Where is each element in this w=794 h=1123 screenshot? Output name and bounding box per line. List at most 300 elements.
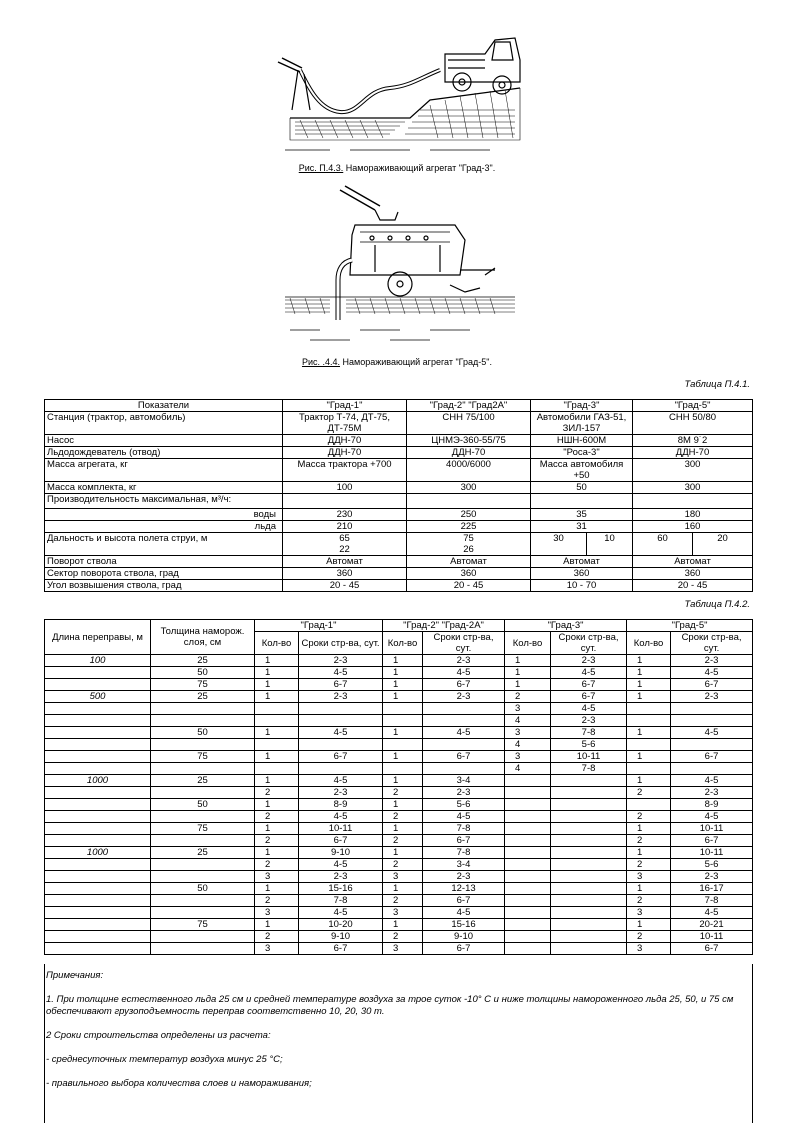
height-value: 26 [463, 544, 474, 555]
table-row [45, 727, 753, 739]
table-header: "Град-5" [627, 620, 753, 632]
table-cell [255, 763, 299, 775]
table-cell [45, 931, 151, 943]
table-cell [45, 943, 151, 955]
table-cell [505, 859, 551, 871]
table-cell [551, 847, 627, 859]
table-cell: 75 [151, 919, 255, 931]
table-row [45, 931, 753, 943]
table-cell: 1 [255, 799, 299, 811]
table-cell: 4-5 [423, 727, 505, 739]
table-cell: 10-11 [299, 823, 383, 835]
table-cell: 1 [627, 775, 671, 787]
table-cell: 10-11 [671, 823, 753, 835]
table-cell: 4 [505, 763, 551, 775]
table-row [45, 715, 753, 727]
table-row [45, 751, 753, 763]
table-cell: Насос [45, 435, 283, 447]
table-cell [255, 739, 299, 751]
table-cell: 6-7 [423, 895, 505, 907]
table-cell: 1 [255, 727, 299, 739]
table-header: "Град-2" "Град2А" [407, 400, 531, 412]
table-row [45, 859, 753, 871]
table-row [45, 811, 753, 823]
table-cell: 10-20 [299, 919, 383, 931]
table-row [45, 568, 753, 580]
table-cell [551, 775, 627, 787]
table-cell [627, 763, 671, 775]
table-header: "Град-3" [531, 400, 633, 412]
table-cell [551, 919, 627, 931]
table-cell [45, 895, 151, 907]
table-cell: 1 [255, 667, 299, 679]
table-cell: 2-3 [671, 787, 753, 799]
table-cell: Дальность и высота полета струи, м [45, 533, 283, 556]
table-row [45, 895, 753, 907]
table-cell: 15-16 [299, 883, 383, 895]
table-cell: 1 [255, 751, 299, 763]
table-header: Показатели [45, 400, 283, 412]
table-cell [505, 895, 551, 907]
table-cell: 360 [407, 568, 531, 580]
table-cell [151, 871, 255, 883]
table-cell: 2-3 [299, 691, 383, 703]
table-cell [299, 715, 383, 727]
table-cell: 1 [627, 727, 671, 739]
table-cell: 1 [627, 823, 671, 835]
table-cell [151, 715, 255, 727]
table-cell: 5-6 [671, 859, 753, 871]
table-cell: 250 [407, 509, 531, 521]
table-cell: 3 [255, 907, 299, 919]
table-cell: 50 [151, 799, 255, 811]
table-cell: 360 [283, 568, 407, 580]
notes-title: Примечания: [46, 970, 104, 981]
table-cell: 100 [283, 482, 407, 494]
table-row [45, 482, 753, 494]
table-row [45, 435, 753, 447]
table-cell: 225 [407, 521, 531, 533]
table-cell: 6-7 [671, 751, 753, 763]
table-cell: 3 [383, 943, 423, 955]
table-cell: 9-10 [423, 931, 505, 943]
table-header: Сроки стр-ва, сут. [671, 632, 753, 655]
table-cell [45, 679, 151, 691]
table-cell: Автомат [283, 556, 407, 568]
table-row [45, 907, 753, 919]
table-cell: 6-7 [671, 835, 753, 847]
table-row [45, 509, 753, 521]
table-cell: 3 [505, 727, 551, 739]
table-cell: 2 [627, 931, 671, 943]
table-cell: 2 [255, 811, 299, 823]
table-cell: 1 [383, 883, 423, 895]
table-cell: 1 [383, 691, 423, 703]
table-cell: 6-7 [671, 679, 753, 691]
table-cell: 35 [531, 509, 633, 521]
table-cell [551, 943, 627, 955]
table-row [45, 943, 753, 955]
table-cell: 25 [151, 775, 255, 787]
table-cell: 300 [633, 482, 753, 494]
table-cell: 1 [627, 691, 671, 703]
table-cell: 1 [255, 847, 299, 859]
table-cell [551, 787, 627, 799]
table-header: Кол-во [505, 632, 551, 655]
table-cell [505, 847, 551, 859]
table-cell: 2 [255, 787, 299, 799]
table-cell: 1 [627, 667, 671, 679]
table-cell [45, 715, 151, 727]
table-cell: 4000/6000 [407, 459, 531, 482]
table-cell [299, 739, 383, 751]
table-cell [551, 799, 627, 811]
table-cell: 1 [383, 751, 423, 763]
table-cell: 1 [505, 667, 551, 679]
table-cell [505, 943, 551, 955]
table-cell: 1 [383, 847, 423, 859]
table-cell [505, 931, 551, 943]
table-cell: 20-21 [671, 919, 753, 931]
table-header-row [45, 400, 753, 412]
notes [44, 970, 748, 1102]
table-cell: 75 [151, 751, 255, 763]
table-cell [45, 823, 151, 835]
table-cell: 8-9 [671, 799, 753, 811]
table-cell: ЦНМЭ-360-55/75 [407, 435, 531, 447]
table-header: Кол-во [383, 632, 423, 655]
table-cell [383, 739, 423, 751]
table-cell: 4-5 [671, 907, 753, 919]
table-row [45, 703, 753, 715]
figure-grad-5 [280, 180, 520, 350]
table-cell: 4 [505, 715, 551, 727]
table-row [45, 823, 753, 835]
table-cell: 2 [505, 691, 551, 703]
table-cell: 10 - 70 [531, 580, 633, 592]
table-cell: 1 [627, 919, 671, 931]
table-row [45, 521, 753, 533]
table-cell: 4-5 [423, 811, 505, 823]
table-cell [283, 533, 407, 556]
table-header: Толщина наморож. слоя, см [151, 620, 255, 655]
table-header: "Град-2" "Град-2А" [383, 620, 505, 632]
table-cell: 7-8 [551, 763, 627, 775]
table-cell [505, 775, 551, 787]
table-cell [45, 763, 151, 775]
table-cell: 10 [587, 533, 633, 556]
table-cell: ДДН-70 [633, 447, 753, 459]
table-cell: 4-5 [299, 727, 383, 739]
figure-ref[interactable]: Рис. .4.4. [301, 357, 341, 367]
table-row [45, 775, 753, 787]
table-cell [45, 667, 151, 679]
table-cell [383, 703, 423, 715]
table-cell: 2-3 [671, 691, 753, 703]
table-cell: 10-11 [671, 847, 753, 859]
table-cell [45, 907, 151, 919]
table-cell: ДДН-70 [283, 435, 407, 447]
table-cell: 1 [627, 655, 671, 667]
table-cell: 2 [383, 811, 423, 823]
table-cell: 2 [627, 811, 671, 823]
note-1: 1. При толщине естественного льда 25 см и средней температуре воздуха за трое суток -10° С и ниже толщины намороженного льда 25, 50, и 75 см обеспечивают грузоподъемность переправ соответственно 10, 20, 30 т. [46, 994, 734, 1017]
table-cell: 6-7 [299, 943, 383, 955]
table-cell: 6-7 [299, 751, 383, 763]
table-row [45, 667, 753, 679]
table-cell: 3 [627, 943, 671, 955]
table-cell: 300 [633, 459, 753, 482]
table-cell [45, 883, 151, 895]
table-cell [423, 715, 505, 727]
table-row [45, 799, 753, 811]
table-name: Таблица П.4.1. [684, 379, 750, 390]
table-row [45, 763, 753, 775]
table-cell: 3 [255, 943, 299, 955]
table-cell [551, 907, 627, 919]
table-cell: 2-3 [423, 871, 505, 883]
height-value: 22 [339, 544, 350, 555]
table-cell: Масса трактора +700 [283, 459, 407, 482]
table-cell: 2 [383, 895, 423, 907]
table-cell: 6-7 [299, 835, 383, 847]
table-cell: 1 [255, 691, 299, 703]
table-cell [423, 703, 505, 715]
table-cell: 6-7 [671, 943, 753, 955]
figure-caption-2 [0, 357, 794, 367]
table-row [45, 556, 753, 568]
table-cell: 2-3 [423, 787, 505, 799]
table-cell [505, 799, 551, 811]
table-header: "Град-5" [633, 400, 753, 412]
table-cell: 20 - 45 [283, 580, 407, 592]
table-cell: 2-3 [299, 655, 383, 667]
table-row [45, 412, 753, 435]
table-cell: 1 [383, 799, 423, 811]
table-cell: Станция (трактор, автомобиль) [45, 412, 283, 435]
table-cell [671, 715, 753, 727]
table-header: Сроки стр-ва, сут. [423, 632, 505, 655]
table-cell: ДДН-70 [407, 447, 531, 459]
table-cell: 2 [627, 787, 671, 799]
table-cell: 2-3 [671, 655, 753, 667]
figure-grad-3 [270, 30, 530, 155]
table-cell [45, 739, 151, 751]
table-cell: 1 [383, 655, 423, 667]
table-cell: СНН 50/80 [633, 412, 753, 435]
table-cell: 5-6 [551, 739, 627, 751]
table-cell: 2-3 [551, 715, 627, 727]
table-cell: 4-5 [299, 859, 383, 871]
table-cell [627, 799, 671, 811]
table-cell: 25 [151, 691, 255, 703]
table-cell [627, 703, 671, 715]
table-cell: 2-3 [299, 871, 383, 883]
table-cell: 60 [633, 533, 693, 556]
table-cell: Сектор поворота ствола, град [45, 568, 283, 580]
table-cell: Масса агрегата, кг [45, 459, 283, 482]
table-cell: Производительность максимальная, м³/ч: [45, 494, 283, 509]
table-cell: 9-10 [299, 931, 383, 943]
table-cell: 6-7 [423, 679, 505, 691]
table-cell: 1 [255, 679, 299, 691]
table-cell: 1 [383, 679, 423, 691]
table-cell [505, 871, 551, 883]
table-cell: 4-5 [671, 727, 753, 739]
table-cell: 2 [255, 895, 299, 907]
table-cell: 1 [383, 727, 423, 739]
table-cell: 2 [383, 931, 423, 943]
table-cell: НШН-600М [531, 435, 633, 447]
table-cell [151, 835, 255, 847]
table-cell: 2-3 [423, 691, 505, 703]
table-cell [383, 715, 423, 727]
schedule-body [45, 655, 753, 955]
table-cell [151, 763, 255, 775]
table-cell: Масса автомобиля +50 [531, 459, 633, 482]
table-cell: 1 [627, 847, 671, 859]
table-cell: 4-5 [299, 667, 383, 679]
table-cell: 100 [45, 655, 151, 667]
table-cell [45, 799, 151, 811]
note-2: 2 Сроки строительства определены из расчета: [46, 1030, 271, 1041]
table-cell [505, 883, 551, 895]
table-cell [407, 533, 531, 556]
table-cell [299, 763, 383, 775]
table-cell: 7-8 [423, 847, 505, 859]
table-cell: 25 [151, 847, 255, 859]
table-cell: 8М 9˙2 [633, 435, 753, 447]
table-cell: 160 [633, 521, 753, 533]
table-row [45, 787, 753, 799]
table-cell: 2-3 [423, 655, 505, 667]
table-cell: 3 [383, 907, 423, 919]
table-row [45, 691, 753, 703]
table-cell: Угол возвышения ствола, град [45, 580, 283, 592]
table-name: Таблица П.4.2. [684, 599, 750, 610]
schedule-table [44, 619, 753, 955]
table-cell: 3 [627, 871, 671, 883]
table-cell [255, 703, 299, 715]
table-cell: 6-7 [299, 679, 383, 691]
table-cell [45, 727, 151, 739]
table-cell: 4 [505, 739, 551, 751]
table-cell [255, 715, 299, 727]
table-cell: 1 [505, 679, 551, 691]
figure-caption-1 [0, 163, 794, 173]
table-cell: 210 [283, 521, 407, 533]
table-cell: Автомобили ГАЗ-51, ЗИЛ-157 [531, 412, 633, 435]
table-cell: 6-7 [423, 943, 505, 955]
table-cell [505, 811, 551, 823]
figure-ref[interactable]: Рис. П.4.3. [298, 163, 344, 173]
table-cell [627, 715, 671, 727]
figure-caption-text: Намораживающий агрегат "Град-5". [340, 357, 493, 367]
table-cell: 1 [383, 775, 423, 787]
table-cell: 230 [283, 509, 407, 521]
table-cell [383, 763, 423, 775]
table-cell [671, 763, 753, 775]
specs-table [44, 399, 753, 592]
table-cell: 2-3 [551, 655, 627, 667]
table-cell: 15-16 [423, 919, 505, 931]
table-cell: 3 [255, 871, 299, 883]
table-cell: 2 [627, 895, 671, 907]
table-cell: 5-6 [423, 799, 505, 811]
table-cell: 9-10 [299, 847, 383, 859]
table-row [45, 847, 753, 859]
table-cell: 75 [151, 823, 255, 835]
table-cell [151, 931, 255, 943]
table-cell: 1 [627, 883, 671, 895]
table-cell: Поворот ствола [45, 556, 283, 568]
table-row [45, 533, 753, 556]
table-cell [627, 739, 671, 751]
table-cell: 2 [627, 835, 671, 847]
table-cell: 4-5 [551, 703, 627, 715]
table-cell: 4-5 [423, 667, 505, 679]
table-cell [45, 859, 151, 871]
table-cell: 6-7 [551, 679, 627, 691]
table-row [45, 447, 753, 459]
table-row [45, 494, 753, 509]
table-header: Кол-во [627, 632, 671, 655]
table-cell: 1 [627, 751, 671, 763]
table-cell [151, 811, 255, 823]
table-cell: 2 [255, 859, 299, 871]
table-cell: 6-7 [423, 751, 505, 763]
table-cell: воды [45, 509, 283, 521]
table-cell: 10-11 [551, 751, 627, 763]
table-cell [551, 871, 627, 883]
table-cell: 10-11 [671, 931, 753, 943]
table-cell: 1 [383, 667, 423, 679]
table-cell: 4-5 [551, 667, 627, 679]
table-cell: Трактор Т-74, ДТ-75, ДТ-75М [283, 412, 407, 435]
table-cell: 6-7 [423, 835, 505, 847]
table-cell: Автомат [407, 556, 531, 568]
table-cell: 7-8 [671, 895, 753, 907]
table-cell: 1000 [45, 775, 151, 787]
table-cell: 1 [255, 823, 299, 835]
table-cell: 3 [383, 871, 423, 883]
table-header: "Град-3" [505, 620, 627, 632]
table-cell [551, 883, 627, 895]
table-cell [671, 703, 753, 715]
table-cell [671, 739, 753, 751]
table-cell: 3 [627, 907, 671, 919]
table-header-row [45, 620, 753, 632]
table-cell: 2 [383, 859, 423, 871]
table-cell: 1 [255, 655, 299, 667]
table-cell [45, 703, 151, 715]
table-cell [151, 859, 255, 871]
table-cell: 1 [383, 823, 423, 835]
table-cell [45, 751, 151, 763]
table-cell: 2 [383, 835, 423, 847]
table-row [45, 871, 753, 883]
table-cell: 2-3 [299, 787, 383, 799]
table-cell: 4-5 [423, 907, 505, 919]
table-cell: 4-5 [299, 907, 383, 919]
table-cell [423, 739, 505, 751]
table-cell: 4-5 [671, 811, 753, 823]
table-cell [551, 859, 627, 871]
table-cell [151, 895, 255, 907]
table-cell: 6-7 [551, 691, 627, 703]
table-cell: СНН 75/100 [407, 412, 531, 435]
table-cell: 3 [505, 703, 551, 715]
